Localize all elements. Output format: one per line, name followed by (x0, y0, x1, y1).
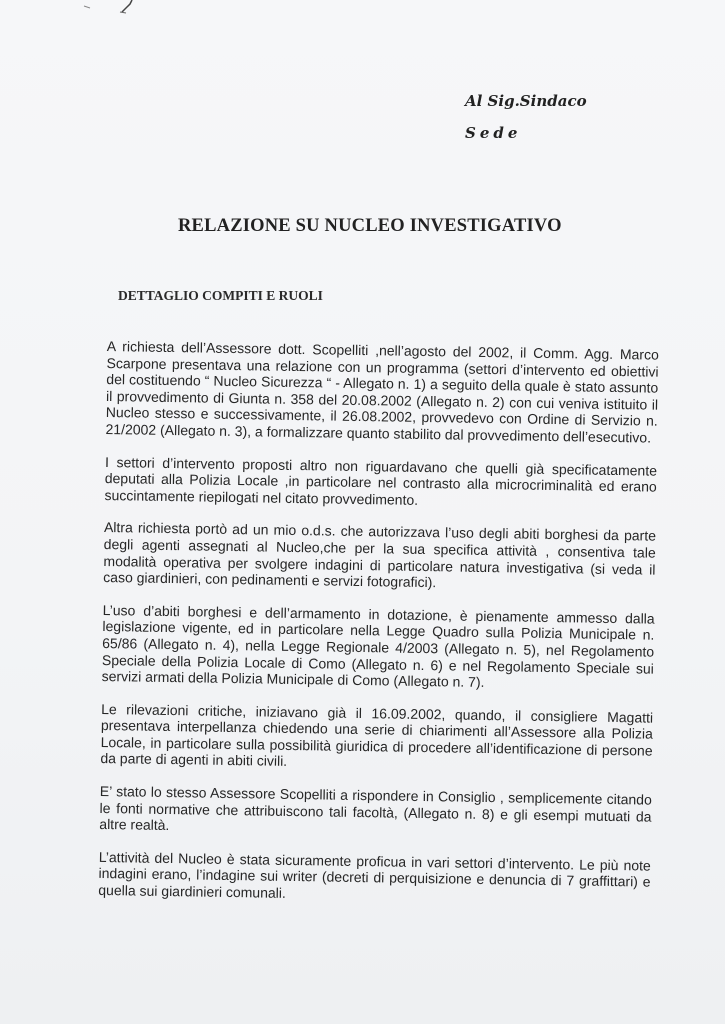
paragraph: Le rilevazioni critiche, iniziavano già il 16.09.2002, quando, il consigliere Magatti presentava interpellanza chiedendo una serie di chiarimenti all’Assessore alla Polizia Locale, in particolare sulla possibilità giuridica di procedere all’identificazione di persone da parte di agenti in abiti civili. (100, 700, 654, 770)
scan-mark (82, 0, 142, 14)
paragraph: E’ stato lo stesso Assessore Scopelliti a rispondere in Consiglio , semplicemente citando le fonti normative che attribuiscono tali facoltà, (Allegato n. 8) e gli esempi mutuati da altre realtà. (99, 783, 652, 834)
paragraph: L’attività del Nucleo è stata sicuramente proficua in vari settori d’intervento. Le più note indagini erano, l’indagine sui writer (decreti di perquisizione e denuncia di 7 graffittari) e quella sui giardinieri comunali. (98, 848, 651, 901)
section-heading: DETTAGLIO COMPITI E RUOLI (118, 288, 323, 303)
document-title: RELAZIONE SU NUCLEO INVESTIGATIVO (178, 216, 562, 236)
paragraph: A richiesta dell’Assessore dott. Scopelliti ,nell’agosto del 2002, il Comm. Agg. Marco Scarpone presentava una relazione con un programma (settori d’intervento ed obiettivi del costituendo “ Nucleo Sicurezza “ - Allegato n. 1) a seguito della quale è stato assunto il provvedimento di Giunta n. 358 del 20.08.2002 (Allegato n. 2) con cui veniva istituito il Nucleo stesso e successivamente, il 26.08.2002, provvedevo con Ordine di Servizio n. 21/2002 (Allegato n. 3), a formalizzare quanto stabilito dal provvedimento dell’esecutivo. (105, 338, 659, 446)
recipient-line: Al Sig.Sindaco (465, 92, 587, 110)
paragraph: Altra richiesta portò ad un mio o.d.s. che autorizzava l’uso degli abiti borghesi da parte degli agenti assegnati al Nucleo,che per la sua specifica attività , consentiva tale modalità operativa per svolgere indagini di particolare natura investigativa (si veda il caso giardinieri, con pedinamenti e servizi fotografici). (103, 519, 657, 591)
document-body (98, 338, 659, 923)
paragraph: L’uso d’abiti borghesi e dell’armamento in dotazione, è pienamente ammesso dalla legislazione vigente, ed in particolare nella Legge Quadro sulla Polizia Municipale n. 65/86 (Allegato n. 4), nella Legge Regionale 4/2003 (Allegato n. 5), nel Regolamento Speciale della Polizia Locale di Como (Allegato n. 6) e nel Regolamento Speciale sui servizi armati della Polizia Municipale di Como (Allegato n. 7). (101, 601, 655, 691)
recipient-location: Sede (465, 124, 522, 142)
paragraph: I settori d’intervento proposti altro non riguardavano che quelli già specificatamente deputati alla Polizia Locale ,in particolare nel contrasto alla microcriminalità ed erano succintamente riepilogati nel citato provvedimento. (104, 453, 658, 508)
